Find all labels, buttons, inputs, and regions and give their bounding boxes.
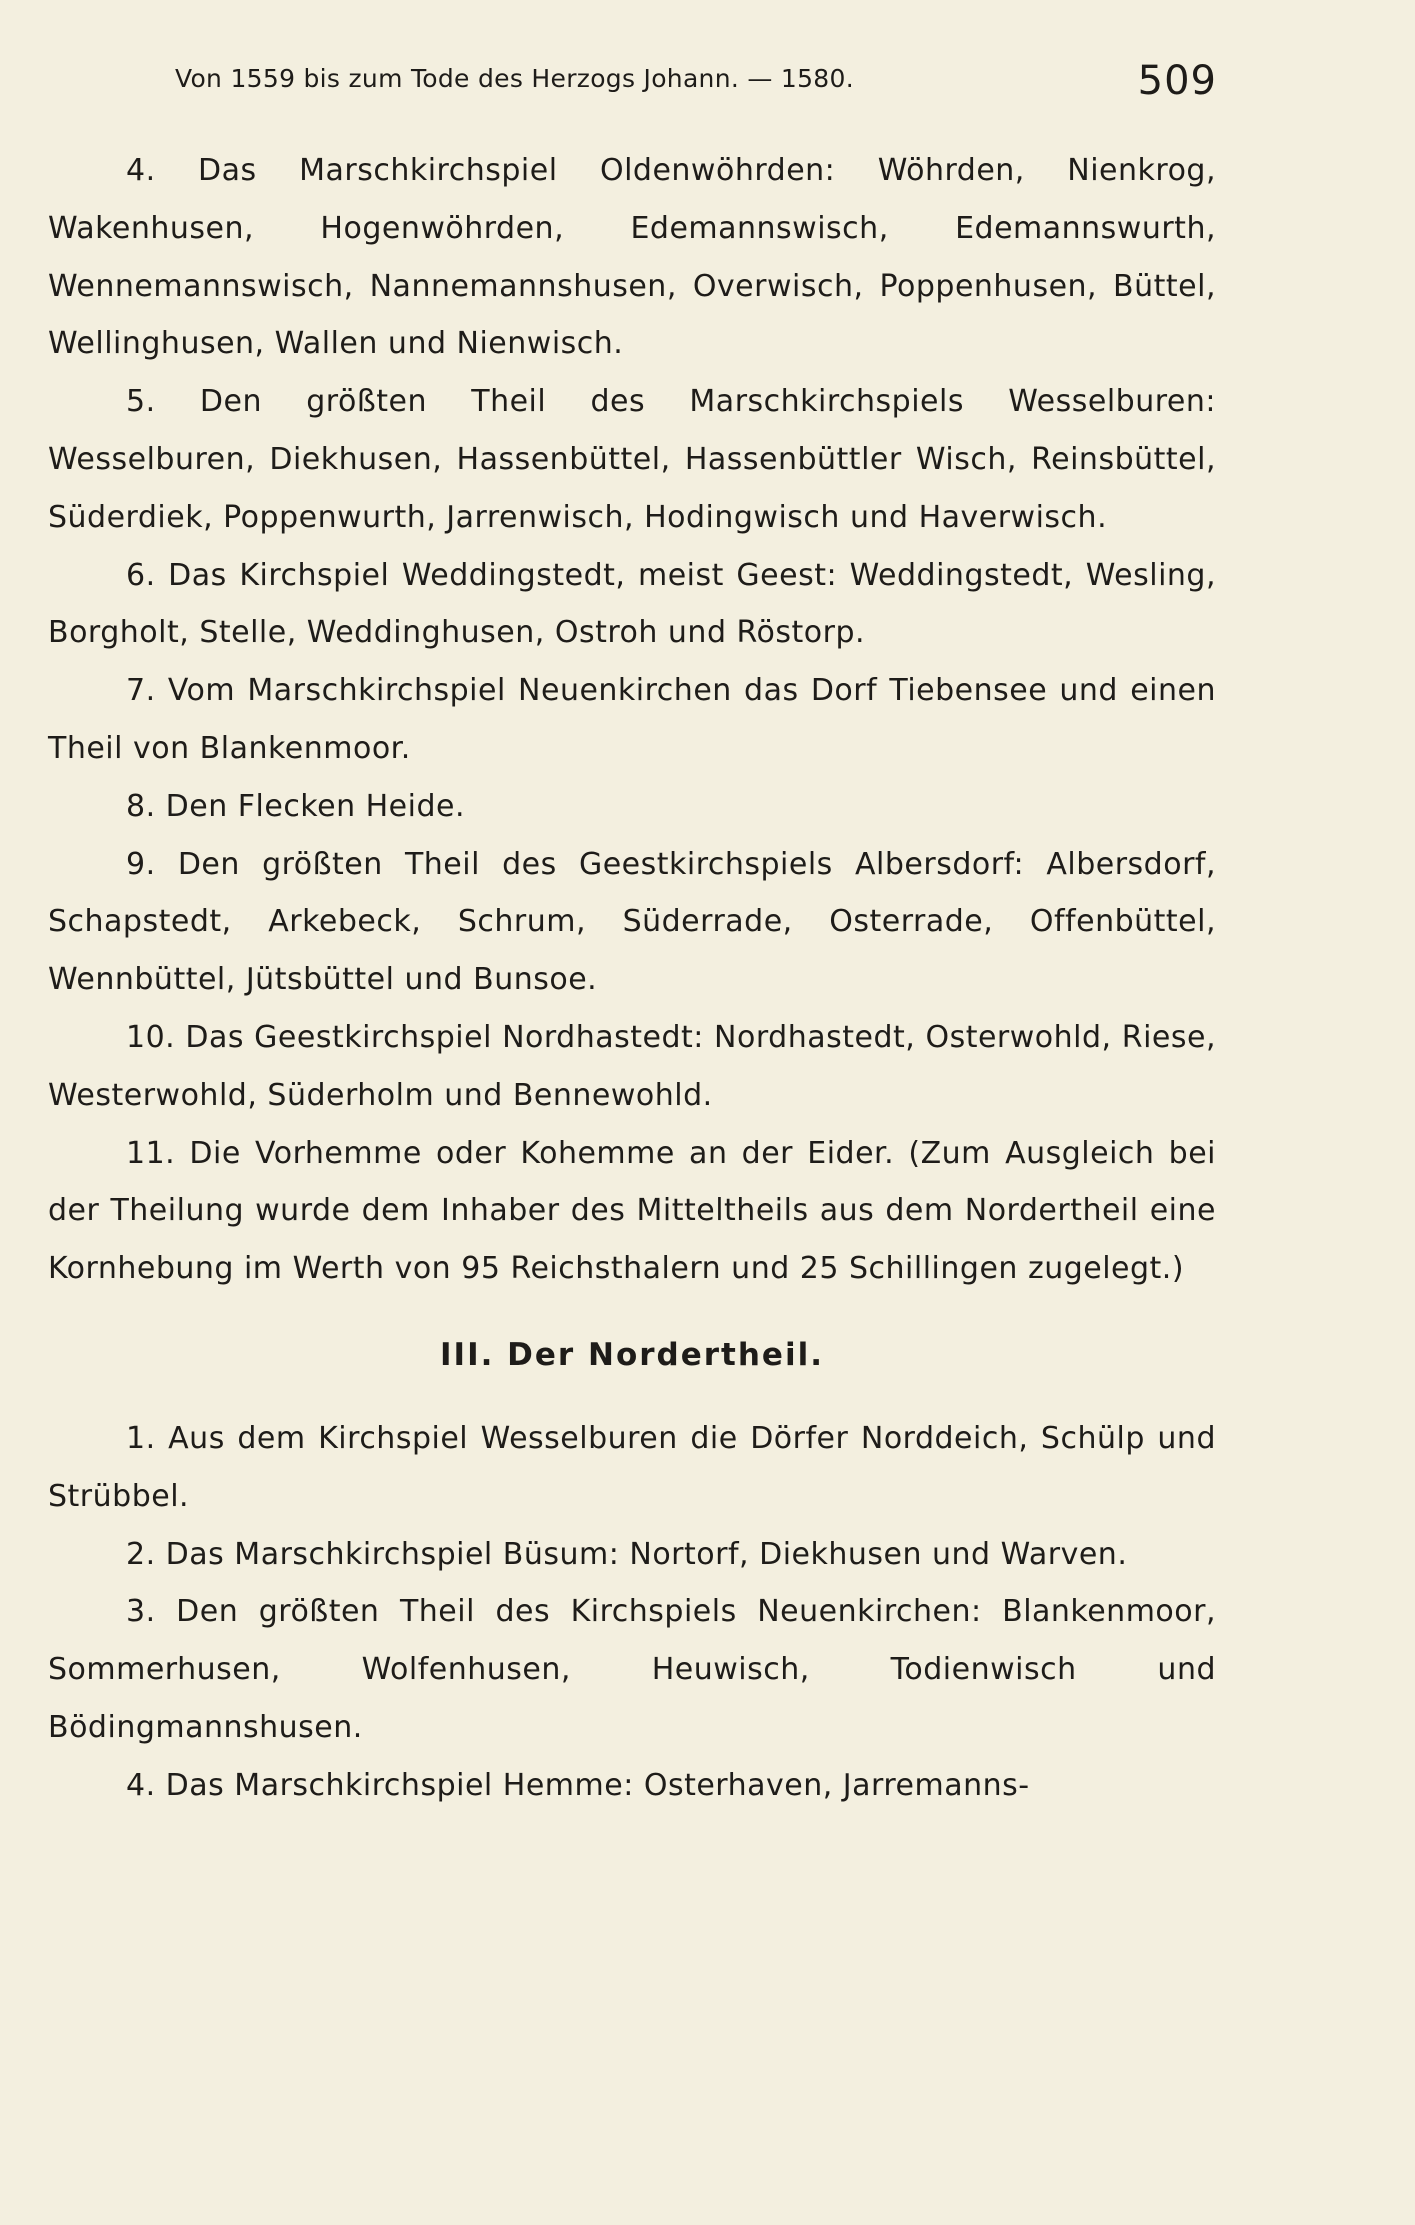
page-number: 509 xyxy=(1137,58,1217,104)
list-item: 6. Das Kirchspiel Weddingstedt, meist Geest: Weddingstedt, Wesling, Borgholt, Stelle, Weddinghusen, Ostroh und Röstorp. xyxy=(48,557,1216,651)
list-item: 1. Aus dem Kirchspiel Wesselburen die Dörfer Norddeich, Schülp und Strübbel. xyxy=(48,1420,1216,1514)
section-heading: III. Der Nordertheil. xyxy=(440,1336,824,1373)
list-item: 5. Den größten Theil des Marschkirchspiels Wesselburen: Wesselburen, Diekhusen, Hassenbüttel, Hassenbüttler Wisch, Reinsbüttel, Süderdiek, Poppenwurth, Jarrenwisch, Hodingwisch und Haverwisch. xyxy=(48,384,1216,535)
list-item: 8. Den Flecken Heide. xyxy=(126,788,466,824)
list-item: 7. Vom Marschkirchspiel Neuenkirchen das Dorf Tiebensee und einen Theil von Blankenmoor. xyxy=(48,673,1216,766)
page-body xyxy=(48,142,1216,1815)
list-item: 9. Den größten Theil des Geestkirchspiels Albersdorf: Albersdorf, Schapstedt, Arkebeck, Schrum, Süderrade, Osterrade, Offenbüttel, Wennbüttel, Jütsbüttel und Bunsoe. xyxy=(48,846,1216,998)
list-item: 4. Das Marschkirchspiel Oldenwöhrden: Wöhrden, Nienkrog, Wakenhusen, Hogenwöhrden, Edemannswisch, Edemannswurth, Wennemannswisch, Nannemannshusen, Overwisch, Poppenhusen, Büttel, Wellinghusen, Wallen und Nienwisch. xyxy=(48,153,1216,362)
list-item: 11. Die Vorhemme oder Kohemme an der Eider. (Zum Ausgleich bei der Theilung wurde dem Inhaber des Mitteltheils aus dem Nordertheil eine Kornhebung im Werth von 95 Reichsthalern und 25 Schillingen zugelegt.) xyxy=(48,1135,1216,1287)
list-item: 2. Das Marschkirchspiel Büsum: Nortorf, Diekhusen und Warven. xyxy=(126,1536,1128,1572)
page-header xyxy=(175,58,1225,118)
list-item: 4. Das Marschkirchspiel Hemme: Osterhaven, Jarremanns- xyxy=(126,1767,1030,1803)
running-title: Von 1559 bis zum Tode des Herzogs Johann. — 1580. xyxy=(175,64,854,93)
list-item: 10. Das Geestkirchspiel Nordhastedt: Nordhastedt, Osterwohld, Riese, Westerwohld, Süderholm und Bennewohld. xyxy=(48,1019,1216,1113)
list-item: 3. Den größten Theil des Kirchspiels Neuenkirchen: Blankenmoor, Sommerhusen, Wolfenhusen, Heuwisch, Todienwisch und Bödingmannshusen. xyxy=(48,1594,1216,1745)
